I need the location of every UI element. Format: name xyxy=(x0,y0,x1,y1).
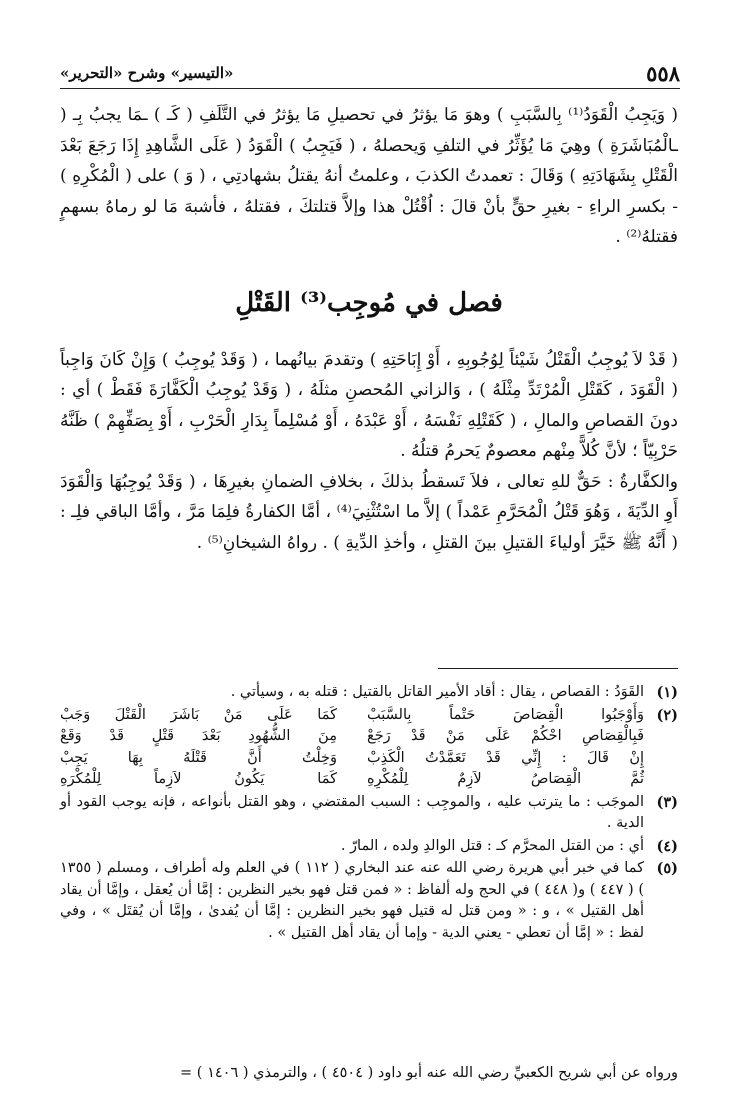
footnote-3 xyxy=(60,792,678,835)
verse-hemistich: وَأَوْجَبُوا الْقِصَاصَ حَتْماً بِالسَّبَبْ xyxy=(367,706,644,723)
page-header xyxy=(60,58,680,89)
verse-hemistich: مِنَ الشُّهُودِ بَعْدَ قَتْلٍ قَدْ وَقَعْ xyxy=(60,728,337,744)
paragraph-killing-obligations: ( قَدْ لاَ يُوجِبُ الْقَتْلُ شَيْئاً لِوُجُوبِهِ ، أَوْ إِبَاحَتِهِ ) وتقدمَ بيانُهما ، ( وَقَدْ يُوجِبُ ) وَإِنْ كَانَ وَاجِباً ( الْقَوَدَ ، كَقَتْلِ الْمُرْتَدِّ مِثْلَهُ ) ، وَالزاني المُحصنِ مثلَهُ ، ( وَقَدْ يُوجِبُ الْكَفَّارَةَ فَقَطْ ) أي : دونَ القصاصِ والمالِ ، ( كَقَتْلِهِ نَفْسَهُ ، أَوْ عَبْدَهُ ، أَوْ مُسْلِماً بِدَارِ الْحَرْبِ ، أَوْ بِصَفِّهِمْ ) ظَنَّهُ حَرْبِيّاً ؛ لأنَّ كُلاًّ مِنْهم معصومٌ يَحرمُ قتلُهُ . xyxy=(60,349,678,461)
footnote-number: (٣) xyxy=(656,793,678,811)
footnote-4 xyxy=(60,836,678,858)
footnote-continuation: ورواه عن أبي شريح الكعبيِّ رضي الله عنه أبو داود ( ٤٥٠٤ ) ، والترمذي ( ١٤٠٦ ) = xyxy=(180,1065,678,1081)
footnote-number: (١) xyxy=(656,684,678,701)
main-text xyxy=(60,100,678,558)
footnote-text: القَوَدُ : القصاص ، يقال : أقاد الأمير القاتل بالقتيل : قتله به ، وسيأتي . xyxy=(230,684,644,700)
paragraph-expiation: والكفَّارةُ : حَقٌّ للهِ تعالى ، فلاَ تَسقطُ بذلكَ ، بخلافِ الضمانِ بغيرِهَا ، ( وَقَدْ يُوجِبُهَا وَالْقَوَدَ أَوِ الدِّيَةَ ، وَهُوَ قَتْلُ الْمُحَرَّمِ عَمْداً ) إلاَّ ما اسْتُثْنِيَ⁽⁴⁾ ، أمَّا الكفارةُ فلِمَا مَرَّ ، وأمَّا الباقي فلِـ : ( أَنَّهُ ﷺ خَيَّرَ أولياءَ القتيلِ بينَ القتلِ ، وأخذِ الدِّيةِ ) . رواهُ الشيخانِ⁽⁵⁾ . xyxy=(60,471,678,553)
section-title: فصل في مُوجِب⁽³⁾ القَتْلِ xyxy=(235,287,503,318)
footnote-2 xyxy=(60,705,678,791)
page-number: ٥٥٨ xyxy=(646,60,680,86)
poem-verses xyxy=(60,705,644,791)
footnote-divider xyxy=(438,668,678,669)
verse-hemistich: وَخِلْتُ أَنَّ قَتْلَهُ بِهَا يَجِبْ xyxy=(60,749,337,766)
footnote-number: (٥) xyxy=(656,860,678,877)
footnote-number: (٤) xyxy=(656,837,678,855)
verse-hemistich: إِنْ قَالَ : إِنِّي قَدْ تَعَمَّدْتُ الْكَذِبْ xyxy=(367,749,644,766)
paragraph-qawad-by-cause: ( وَيَجِبُ الْقَوَدُ⁽¹⁾ بِالسَّبَبِ ) وهوَ مَا يؤثرُ في تحصيلِ مَا يؤثرُ في التَّلَفِ ( كَـ ) ـمَا يجبُ بِـ ( ـالْمُبَاشَرَةِ ) وهِيَ مَا يُؤَثِّرُ في التلفِ وَيحصلهُ ، ( فَيَجِبُ ) الْقَوَدُ ( عَلَى الشَّاهِدِ إِذَا رَجَعَ بَعْدَ الْقَتْلِ بِشَهَادَتِهِ ) وَقَالَ : تعمدتُ الكذبَ ، وعلمتُ أنهُ يقتلُ بشهادتِي ، ( وَ ) على ( الْمُكْرِهِ ) - بكسرِ الراءِ - بغيرِ حقٍّ بأنْ قالَ : اُقْتُلْ هذا وإلاَّ قتلتكَ ، فقتلهُ ، فأشبهَ مَا لو رماهُ بسهمٍ فقتلهُ⁽²⁾ . xyxy=(60,105,678,247)
verse-hemistich: فَبِالْقِصَاصِ احْكُمْ عَلَى مَنْ قَدْ رَجَعْ xyxy=(367,728,644,744)
footnote-text: الموجَب : ما يترتب عليه ، والموجِب : السبب المقتضي ، وهو القتل بأنواعه ، فإنه يوجب القود أو الدية . xyxy=(60,793,644,831)
footnote-number: (٢) xyxy=(656,706,678,724)
verse-hemistich: كَمَا يَكُونُ لاَزِماً لِلْمُكْرَهِ xyxy=(60,771,337,787)
footnote-text: أي : من القتل المحرَّم كـ : قتل الوالدِ ولده ، المارّ . xyxy=(340,837,644,854)
footnote-text: كما في خبر أبي هريرة رضي الله عنه عند البخاري ( ١١٢ ) في العلم وله أطراف ، ومسلم ( ١٣٥٥ ) ( ٤٤٧ ) و( ٤٤٨ ) في الحج وله ألفاظ : « فمن قتل فهو بخير النظرين : إمَّا أن يُعقل ، وإمَّا أن يقاد أهل القتيل » ، و : « ومن قتل له قتيل فهو بخير النظرين : إمَّا أن يُفدىٰ ، وإمَّا أن يُقتَل » ، وفي لفظ : « إمَّا أن تعطي - يعني الدية - وإما أن يقاد أهل القتيل » . xyxy=(60,860,644,941)
verse-hemistich: ثُمَّ الْقِصَاصُ لاَزِمٌ لِلْمُكْرِهِ xyxy=(367,771,644,787)
verse-hemistich: كَمَا عَلَى مَنْ بَاشَرَ الْقَتْلَ وَجَبْ xyxy=(60,706,337,723)
running-title: «التيسير» وشرح «التحرير» xyxy=(60,64,234,82)
footnote-5 xyxy=(60,858,678,944)
footnotes xyxy=(60,682,678,945)
footnote-1 xyxy=(60,682,678,704)
